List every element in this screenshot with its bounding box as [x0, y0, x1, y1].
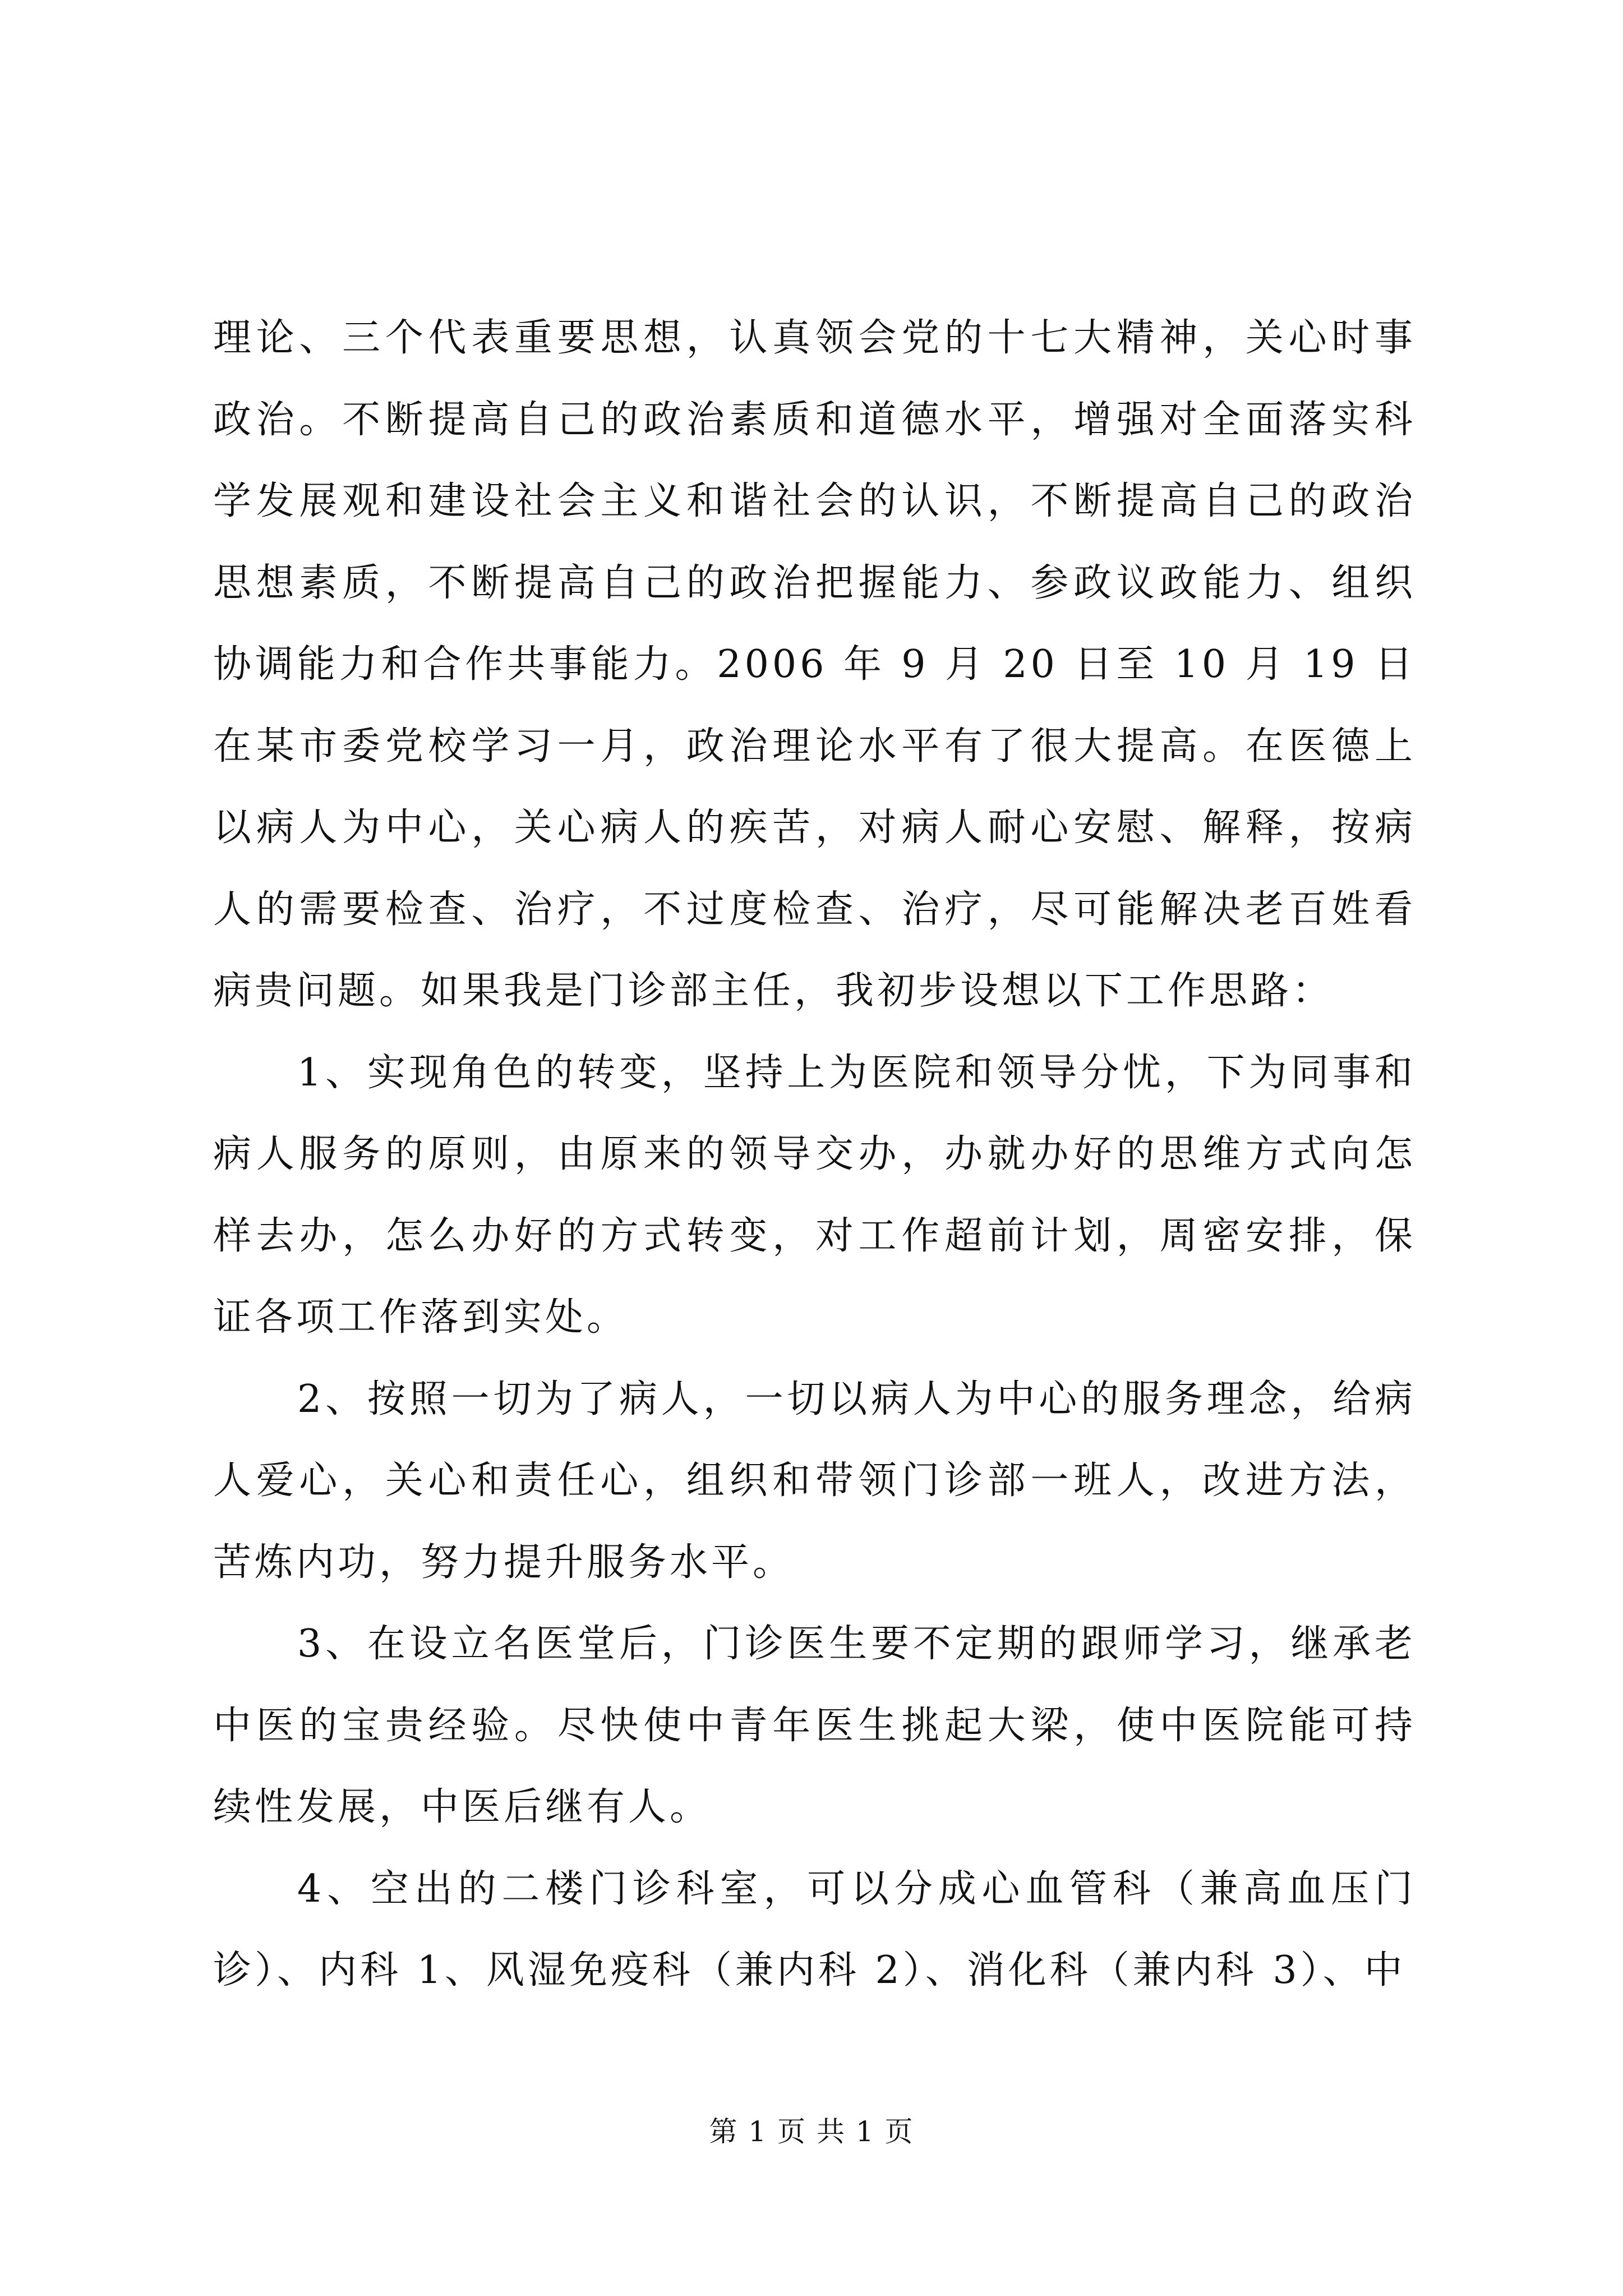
paragraph-1: 理论、三个代表重要思想，认真领会党的十七大精神，关心时事政治。不断提高自己的政治素质和道德水平，增强对全面落实科学发展观和建设社会主义和谐社会的认识，不断提高自己的政治思想素质，不断提高自己的政治把握能力、参政议政能力、组织协调能力和合作共事能力。2006 年 9 月 20 日至 10 月 19 日在某市委党校学习一月，政治理论水平有了很大提高。在医德上以病人为中心，关心病人的疾苦，对病人耐心安慰、解释，按病人的需要检查、治疗，不过度检查、治疗，尽可能解决老百姓看病贵问题。如果我是门诊部主任，我初步设想以下工作思路： [213, 316, 1416, 1013]
page-footer: 第 1 页 共 1 页 [709, 2115, 914, 2148]
paragraph-3: 2、按照一切为了病人，一切以病人为中心的服务理念，给病人爱心，关心和责任心，组织和带领门诊部一班人，改进方法，苦炼内功，努力提升服务水平。 [213, 1377, 1416, 1585]
document-body [213, 297, 1416, 2012]
paragraph-5: 4、空出的二楼门诊科室，可以分成心血管科（兼高血压门诊）、内科 1、风湿免疫科（兼内科 2）、消化科（兼内科 3）、中 [213, 1866, 1416, 1993]
paragraph-4: 3、在设立名医堂后，门诊医生要不定期的跟师学习，继承老中医的宝贵经验。尽快使中青年医生挑起大梁，使中医院能可持续性发展，中医后继有人。 [213, 1622, 1416, 1829]
paragraph-2: 1、实现角色的转变，坚持上为医院和领导分忧，下为同事和病人服务的原则，由原来的领导交办，办就办好的思维方式向怎样去办，怎么办好的方式转变，对工作超前计划，周密安排，保证各项工作落到实处。 [213, 1050, 1416, 1340]
